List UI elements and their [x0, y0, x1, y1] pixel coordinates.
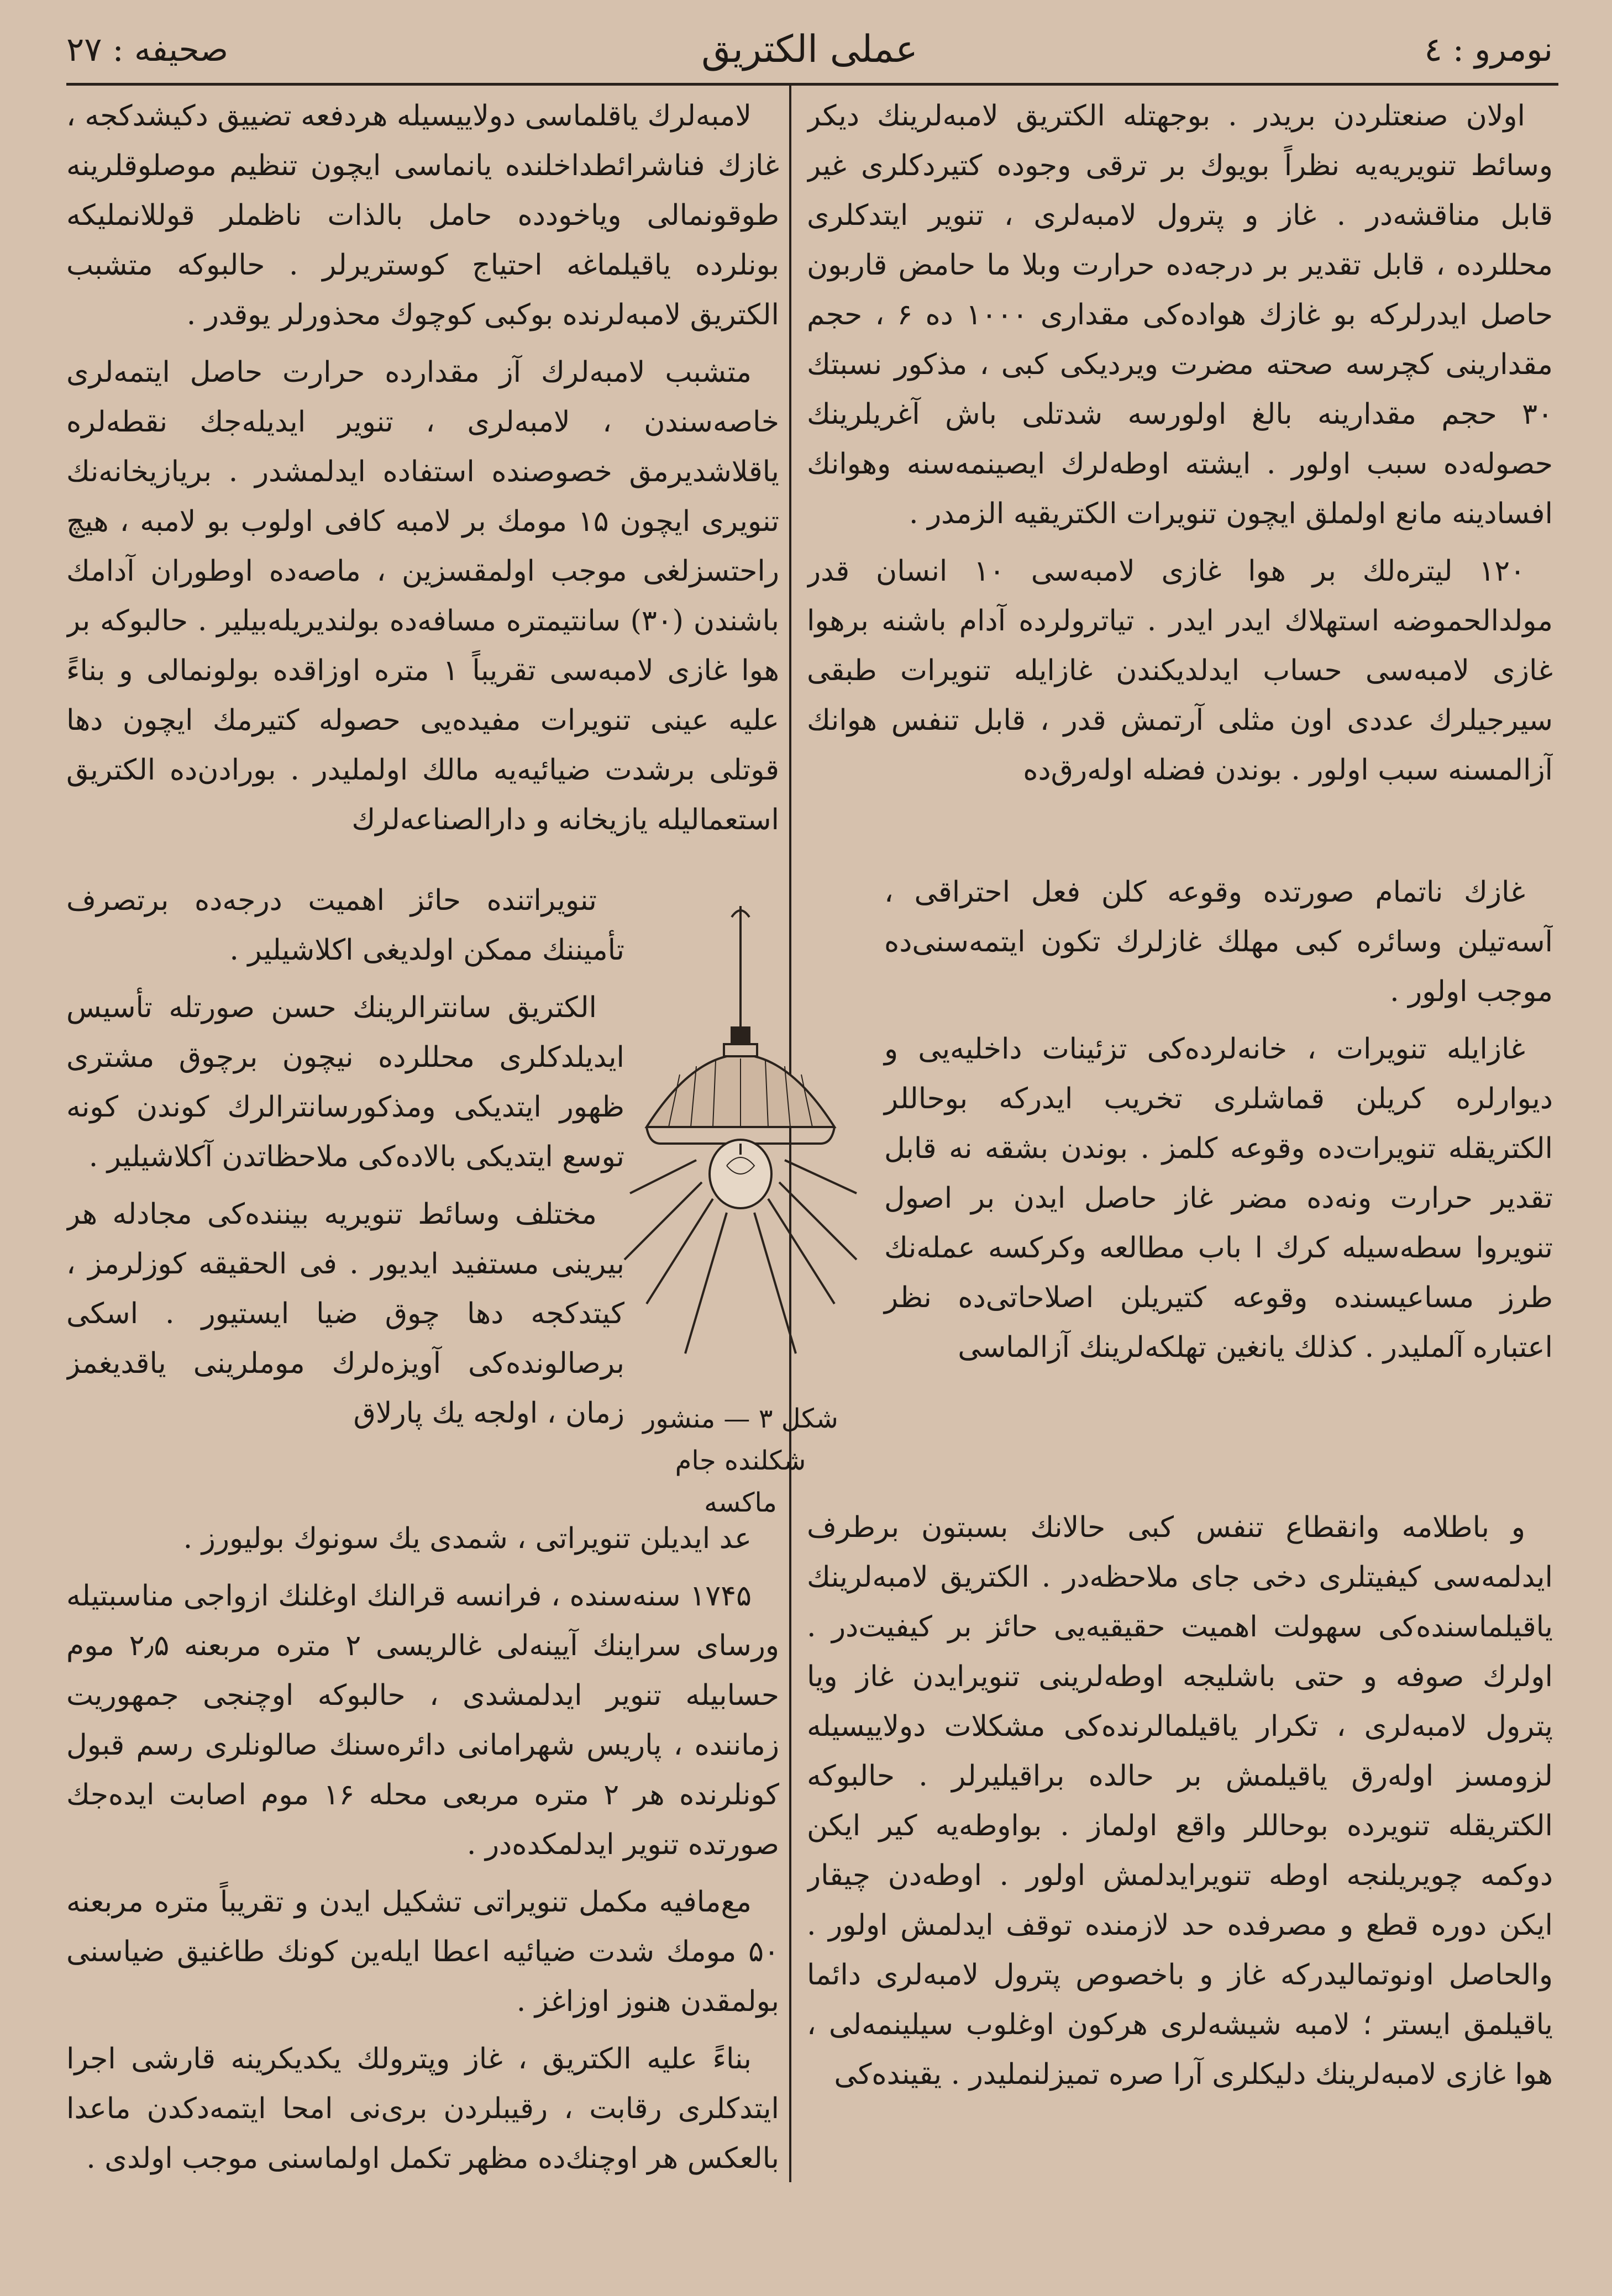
paragraph: عد ایدیلن تنویراتی ، شمدی یك سونوك بولیورز . [183, 1522, 752, 1555]
paragraph: و باطلامه وانقطاع تنفس کبی حالانك بسبتون برطرف ایدلمه‌سی کیفیتلری دخی جای ملاحظه‌در . الکتریق لامبه‌لرینك یاقیلماسنده‌کی سهولت اهمیت حقیقیه‌یی حائز بر کیفیت‌در . اولرك صوفه و حتی باشلیجه اوطه‌لرینی تنویرایدن غاز ویا پترول لامبه‌لری ، تکرار یاقیلمالرنده‌کی مشکلات دولاییسیله لزومسز اوله‌رق یاقیلمش بر حالده براقیلیرلر . حالبوکه الکتریقله تنویرده بوحاللر واقع اولماز . بواوطه‌یه کیر ایکن دوکمه چویریلنجه اوطه تنویرایدلمش اولور . اوطه‌دن چیقار ایکن دوره قطع و مصرفده حد لازمنده توقف ایدلمش اولور . والحاصل اونوتمالیدرکه غاز و باخصوص پترول لامبه‌لری دائما یاقیلمق ایستر ؛ لامبه شیشه‌لری هرکون اوغلوب سیلینمه‌لی ، هوا غازی لامبه‌لرینك دلیکلری آرا صره تمیزلنملیدر . یقینده‌کی [807, 1511, 1553, 2091]
light-ray [785, 1160, 857, 1193]
paragraph: لامبه‌لرك یاقلماسی دولاییسیله هردفعه تضییق دکیشدکجه ، غازك فناشرائطداخلنده یانماسی ایچون تنظیم موصلوقلرینه طوقونمالی ویاخودده حامل بالذات ناظملر قوللانملیکه بونلرده یاقیلماغه احتیاج کوستریرلر . حالبوکه متشبب الکتریق لامبه‌لرنده بوکبی کوچوك محذورلر یوقدر . [66, 99, 779, 331]
hanging-lamp-illustration [613, 884, 868, 1398]
paragraph: مع‌مافیه مکمل تنویراتی تشکیل ایدن و تقریباً متره مربعنه ۵۰ مومك شدت ضیائیه اعطا ایله‌ین کونك طاغنیق ضیاسنی بولمقدن هنوز اوزاغز . [66, 1886, 779, 2018]
lamp-socket [732, 1028, 749, 1044]
left-column-mid [66, 876, 624, 1505]
lamp-figure [613, 884, 868, 1518]
light-ray [779, 1182, 857, 1260]
caption-line: ماکسه [704, 1487, 777, 1518]
paragraph: غازایله تنویرات ، خانه‌لرده‌کی تزئینات داخلیه‌یی و دیوارلره کریلن قماشلری تخریب ایدرکه بوحاللر الکتریقله تنویرات‌ده وقوعه کلمز . بوندن بشقه نه قابل تقدیر حرارت ونه‌ده مضر غاز حاصل ایدن بر اصول تنویروا سطه‌سیله کرك ا باب مطالعه وکرکسه عمله‌نك طرز مساعیسنده وقوعه کتیریلن اصلاحاتی‌ده نظر اعتباره آلملیدر . کذلك یانغین تهلکه‌لرینك آزالماسی [884, 1033, 1553, 1364]
header-rule [66, 83, 1558, 86]
publication-title: عملی الکتریق [701, 28, 918, 71]
paragraph: متشبب لامبه‌لرك آز مقدارده حرارت حاصل ایتمه‌لری خاصه‌سندن ، لامبه‌لری ، تنویر ایدیله‌جك نقطه‌لره یاقلاشدیرمق خصوصنده استفاده ایدلمشدر . بریازیخانه‌نك تنویری ایچون ۱۵ مومك بر لامبه کافی اولوب بو لامبه ، هیچ راحتسزلغی موجب اولمقسزین ، ماصه‌ده اوطوران آدامك باشندن (۳۰) سانتیمتره مسافه‌ده بولندیریله‌بیلیر . حالبوکه بر هوا غازی لامبه‌سی تقریباً ۱ متره اوزاقده بولونمالی و بناءً علیه عینی تنویرات مفیده‌یی حصوله کتیرمك ایچون دها قوتلی برشدت ضیائیه‌یه مالك اولملیدر . بورادن‌ده الکتریق استعمالیله یازیخانه و دارالصناعه‌لرك [66, 356, 779, 836]
page-header [66, 22, 1553, 77]
left-column-bottom [66, 1514, 779, 2188]
paragraph: غازك ناتمام صورتده وقوعه کلن فعل احتراقی ، آسه‌تیلن وسائره کبی مهلك غازلرك تکون ایتمه‌سنی‌ده موجب اولور . [884, 876, 1553, 1008]
right-column-bottom [807, 1503, 1553, 2188]
paragraph: ۱۷۴۵ سنه‌سنده ، فرانسه قرالنك اوغلنك ازواجی مناسبتیله ورسای سراینك آیینه‌لی غالریسی ۲ متره مربعنه ۲٫۵ موم حسابیله تنویر ایدلمشدی ، حالبوکه اوچنجی جمهوریت زماننده ، پاریس شهرامانی دائره‌سنك صالونلری رسم قبول کونلرنده هر ۲ متره مربعی محله ۱۶ موم اصابت ایده‌جك صورتده تنویر ایدلمکده‌در . [66, 1579, 779, 1861]
paragraph: اولان صنعتلردن بریدر . بوجهتله الکتریق لامبه‌لرینك دیکر وسائط تنویریه‌یه نظراً بویوك بر ترقی وجوده کتیردکلری غیر قابل مناقشه‌در . غاز و پترول لامبه‌لری ، تنویر ایتدکلری محللرده ، قابل تقدیر بر درجه‌ده حرارت وبلا ما حامض قاربون حاصل ایدرلرکه بو غازك هواده‌کی مقداری ۱۰۰۰ ده ۶ ، حجم مقدارینی کچرسه صحته مضرت ویردیکی کبی ، مذکور نسبتك ۳۰ حجم مقدارینه بالغ اولورسه شدتلی باش آغریلرینك حصوله‌ده سبب اولور . ایشته اوطه‌لرك ایصینمه‌سنه وهوانك افسادینه مانع اولملق ایچون تنویرات الکتریقیه الزمدر . [807, 99, 1553, 530]
light-ray [630, 1160, 696, 1193]
page-number: صحیفه : ۲۷ [66, 30, 229, 69]
left-column-top [66, 91, 779, 865]
caption-line: شکل ۳ — منشور شکلنده جام [643, 1403, 838, 1476]
paragraph: مختلف وسائط تنویریه بیننده‌کی مجادله هر بیرینی مستفید ایدیور . فی الحقیقه کوزلرمز ، کیتدکجه دها چوق ضیا ایستیور . اسکی برصالونده‌کی آویزه‌لرك موملرینی یاقدیغمز زمان ، اولجه‌ یك پارلاق [66, 1198, 624, 1430]
light-ray [647, 1199, 713, 1304]
figure-caption [613, 1398, 868, 1524]
light-ray [624, 1182, 702, 1260]
right-column-top [807, 91, 1553, 865]
paragraph: ۱۲۰ لیتره‌لك بر هوا غازی لامبه‌سی ۱۰ انسان قدر مولدالحموضه استهلاك ایدر ایدر . تیاترولرده آدام باشنه برهوا غازی لامبه‌سی حساب ایدلدیکندن غازایله تنویرات طبقی سیرجیلرك عددی اون مثلی آرتمش قدر ، قابل تنفس هوانك آزالمسنه سبب اولور . بوندن فضله اوله‌رق‌ده [807, 555, 1553, 787]
issue-number: نومرو : ٤ [1424, 30, 1553, 69]
right-column-mid [807, 867, 1553, 1486]
paragraph: الکتریق سانترالرینك حسن صورتله تأسیس ایدیلدکلری محللرده نیچون برچوق مشتری ظهور ایتدیکی ومذکورسانترالرك کوندن کونه توسع ایتدیکی بالاده‌کی ملاحظاتدن آکلاشیلیر . [66, 991, 624, 1173]
paragraph: بناءً علیه الکتریق ، غاز وپترولك یکدیکرینه قارشی اجرا ایتدکلری رقابت ، رقیبلردن بری‌نی امحا ایتمه‌دکدن ماعدا بالعکس هر اوچنك‌ده مظهر تکمل اولماسنی موجب اولدی . [66, 2042, 779, 2175]
paragraph: تنویراتنده حائز اهمیت درجه‌ده برتصرف تأمیننك ممکن اولدیغی اکلاشیلیر . [66, 884, 624, 967]
light-ray [768, 1199, 834, 1304]
